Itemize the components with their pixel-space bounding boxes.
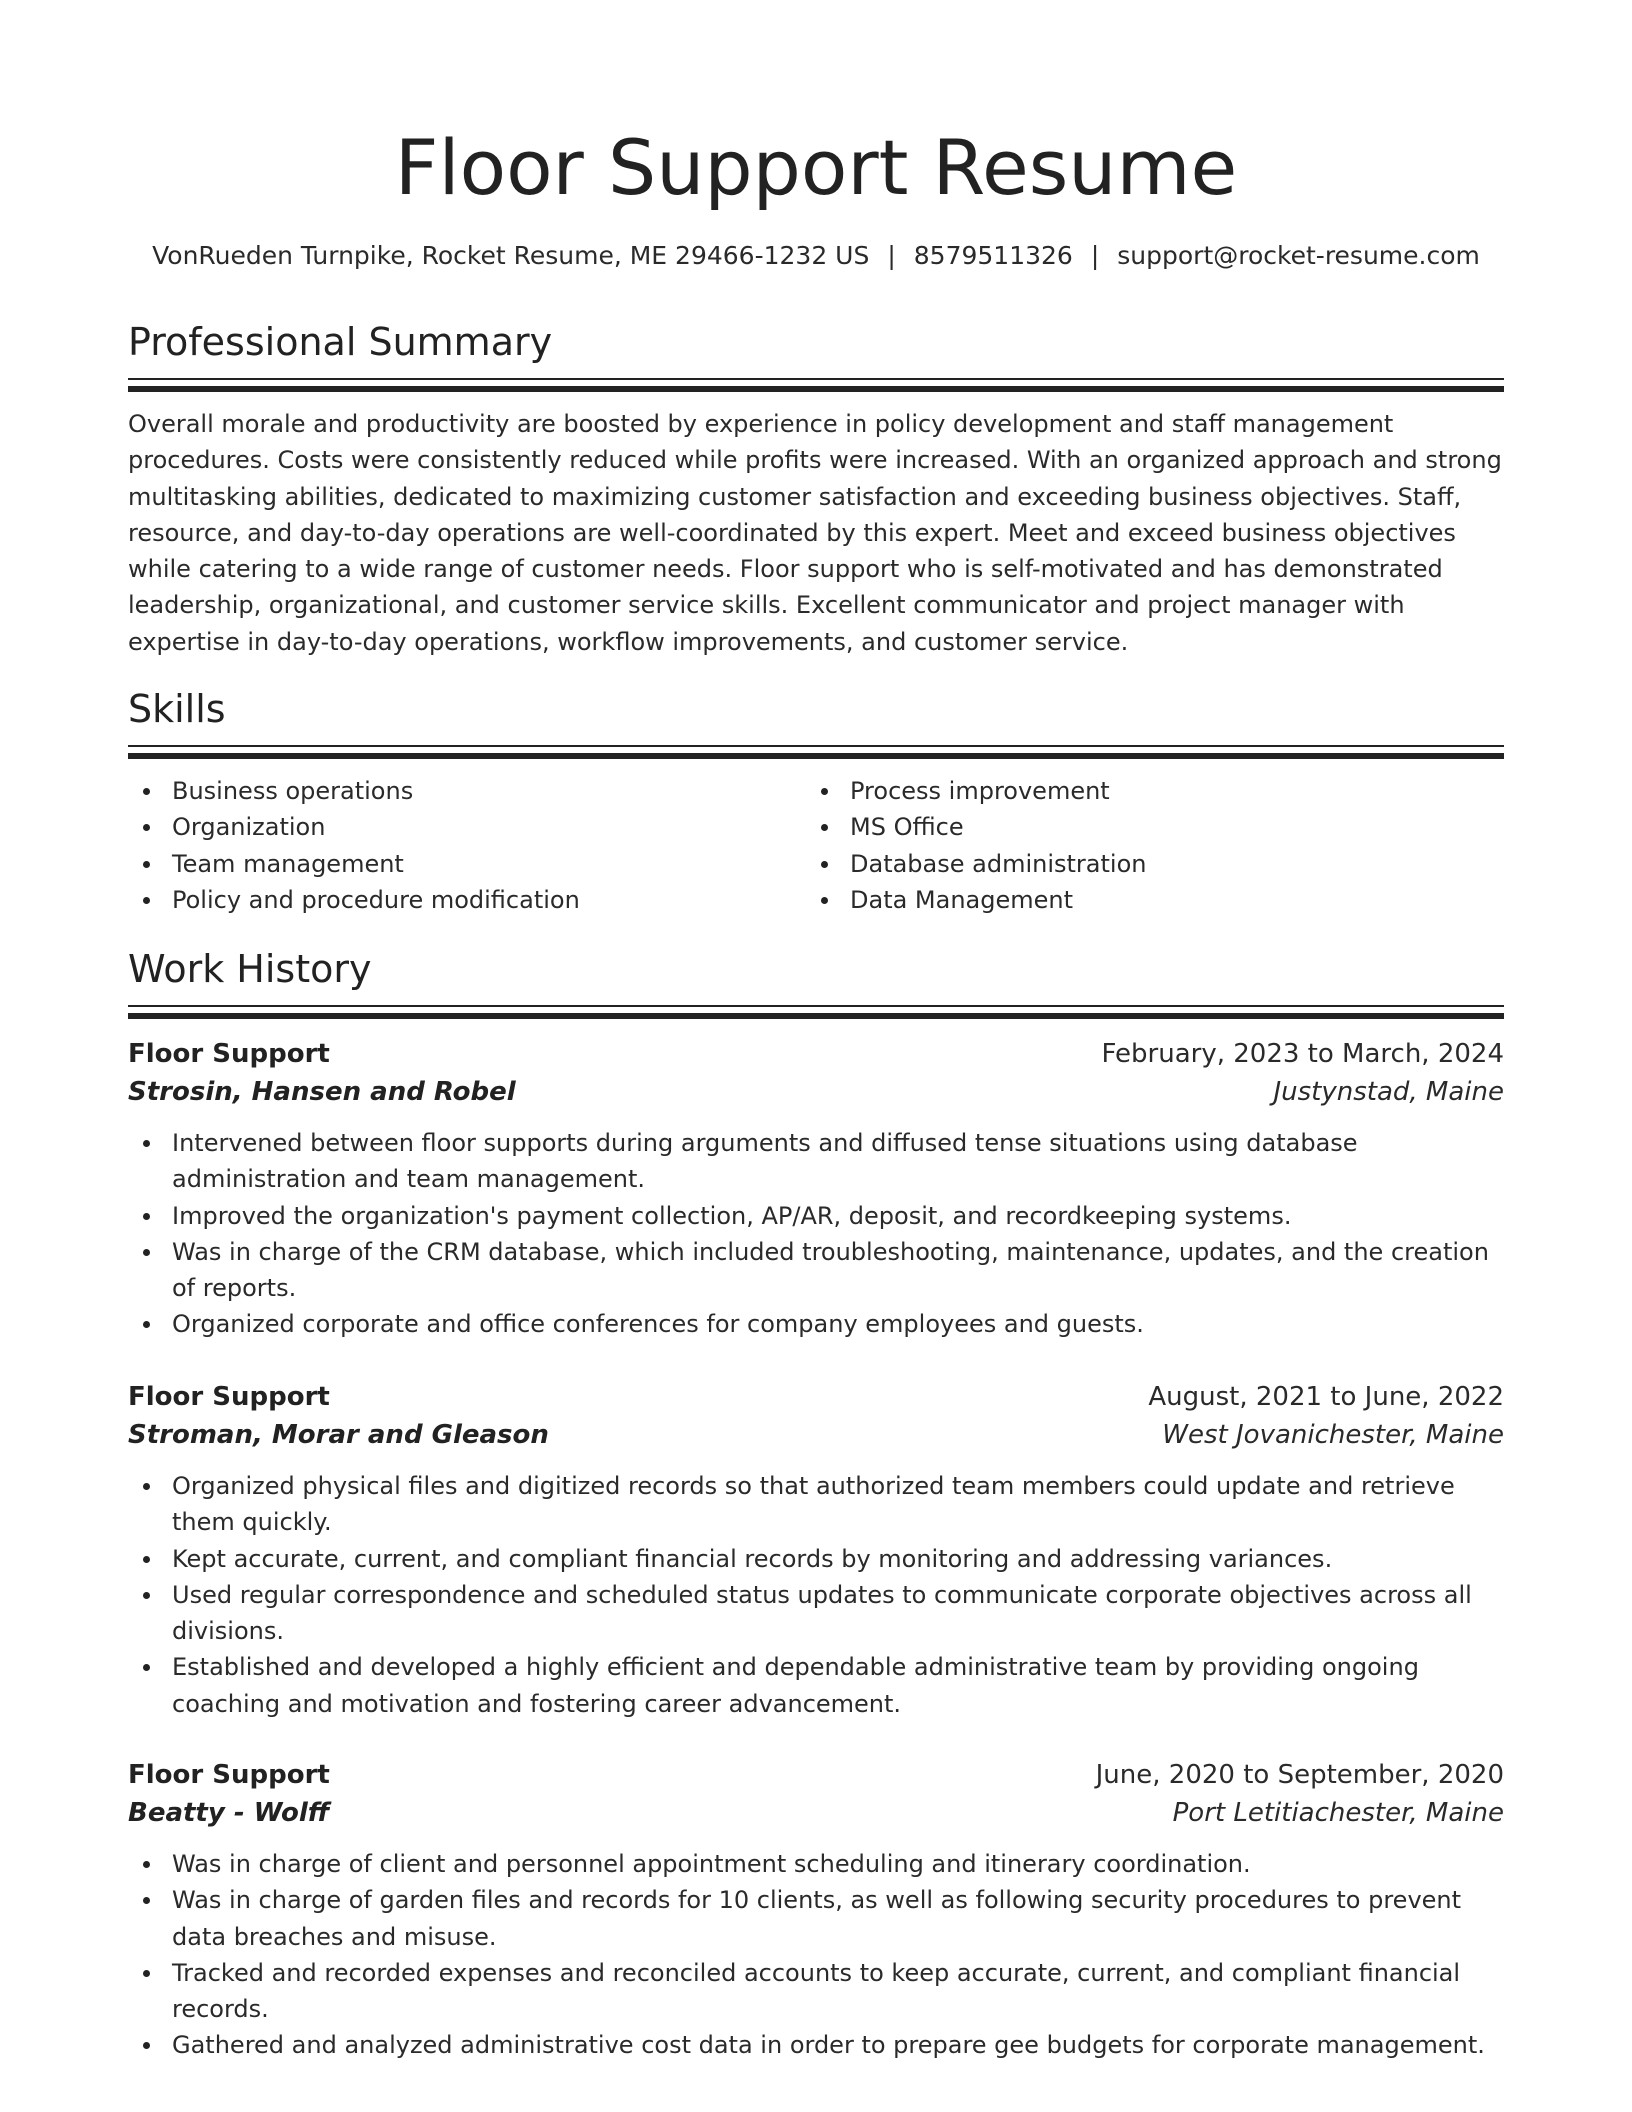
section-rule-thick xyxy=(128,753,1504,759)
job-bullet: Was in charge of client and personnel appointment scheduling and itinerary coordination. xyxy=(128,1846,1504,1882)
section-rule-thick xyxy=(128,386,1504,392)
section-rule xyxy=(128,745,1504,747)
job-bullets xyxy=(128,1468,1504,1722)
job-bullet: Used regular correspondence and scheduled status updates to communicate corporate objectives across all divisions. xyxy=(128,1577,1504,1650)
section-heading: Work History xyxy=(128,947,372,991)
skill-item: Policy and procedure modification xyxy=(128,882,806,918)
skill-item: Database administration xyxy=(806,846,1484,882)
job-title: Floor Support xyxy=(128,1760,330,1790)
job-bullet: Gathered and analyzed administrative cost data in order to prepare gee budgets for corporate management. xyxy=(128,2027,1504,2063)
skill-item: Organization xyxy=(128,809,806,845)
job-bullet: Was in charge of garden files and records for 10 clients, as well as following security procedures to prevent data breaches and misuse. xyxy=(128,1882,1504,1955)
contact-separator: | xyxy=(887,241,896,270)
job-title: Floor Support xyxy=(128,1039,330,1069)
job-bullet: Organized corporate and office conferences for company employees and guests. xyxy=(128,1306,1504,1342)
job-location: West Jovanichester, Maine xyxy=(1162,1420,1504,1450)
job-company: Stroman, Morar and Gleason xyxy=(128,1420,549,1450)
job-bullet: Tracked and recorded expenses and reconciled accounts to keep accurate, current, and compliant financial records. xyxy=(128,1955,1504,2028)
job-bullet: Improved the organization's payment collection, AP/AR, deposit, and recordkeeping systems. xyxy=(128,1198,1504,1234)
contact-email: support@rocket-resume.com xyxy=(1117,241,1480,270)
job-title: Floor Support xyxy=(128,1382,330,1412)
job-company: Beatty - Wolff xyxy=(128,1798,330,1828)
job-entry xyxy=(128,1378,1504,1722)
job-dates: February, 2023 to March, 2024 xyxy=(1101,1039,1504,1069)
section-rule-thick xyxy=(128,1013,1504,1019)
job-bullet: Was in charge of the CRM database, which included troubleshooting, maintenance, updates, and the creation of reports. xyxy=(128,1234,1504,1307)
work-history-section xyxy=(128,944,1504,1019)
job-entry xyxy=(128,1756,1504,2064)
skills-section xyxy=(128,684,1504,918)
summary-section xyxy=(128,317,1504,660)
job-location: Justynstad, Maine xyxy=(1273,1077,1504,1107)
section-rule xyxy=(128,378,1504,380)
summary-text: Overall morale and productivity are boosted by experience in policy development and staff management procedures. Costs were consistently reduced while profits were increased. With an organized approach and strong multitasking abilities, dedicated to maximizing customer satisfaction and exceeding business objectives. Staff, resource, and day-to-day operations are well-coordinated by this expert. Meet and exceed business objectives while catering to a wide range of customer needs. Floor support who is self-motivated and has demonstrated leadership, organizational, and customer service skills. Excellent communicator and project manager with expertise in day-to-day operations, workflow improvements, and customer service. xyxy=(128,410,1502,656)
skill-item: Process improvement xyxy=(806,773,1484,809)
skills-column-right xyxy=(806,773,1484,918)
job-bullet: Kept accurate, current, and compliant financial records by monitoring and addressing variances. xyxy=(128,1541,1504,1577)
contact-separator: | xyxy=(1090,241,1100,270)
contact-line xyxy=(128,238,1504,274)
job-bullets xyxy=(128,1846,1504,2064)
job-entry xyxy=(128,1035,1504,1343)
section-rule xyxy=(128,1005,1504,1007)
section-heading: Skills xyxy=(128,687,226,731)
job-company: Strosin, Hansen and Robel xyxy=(128,1077,516,1107)
page-title: Floor Support Resume xyxy=(394,123,1238,212)
contact-address: VonRueden Turnpike, Rocket Resume, ME 29466-1232 US xyxy=(152,241,870,270)
job-bullet: Established and developed a highly efficient and dependable administrative team by providing ongoing coaching and motivation and fostering career advancement. xyxy=(128,1649,1504,1722)
job-bullet: Intervened between floor supports during arguments and diffused tense situations using database administration and team management. xyxy=(128,1125,1504,1198)
job-dates: August, 2021 to June, 2022 xyxy=(1148,1382,1504,1412)
skill-item: Data Management xyxy=(806,882,1484,918)
skill-item: MS Office xyxy=(806,809,1484,845)
skills-grid xyxy=(128,773,1504,918)
job-bullets xyxy=(128,1125,1504,1343)
skills-column-left xyxy=(128,773,806,918)
job-bullet: Organized physical files and digitized records so that authorized team members could update and retrieve them quickly. xyxy=(128,1468,1504,1541)
skill-item: Team management xyxy=(128,846,806,882)
job-dates: June, 2020 to September, 2020 xyxy=(1095,1760,1504,1790)
job-location: Port Letitiachester, Maine xyxy=(1172,1798,1504,1828)
section-heading: Professional Summary xyxy=(128,320,553,364)
contact-phone: 8579511326 xyxy=(913,241,1073,270)
skill-item: Business operations xyxy=(128,773,806,809)
